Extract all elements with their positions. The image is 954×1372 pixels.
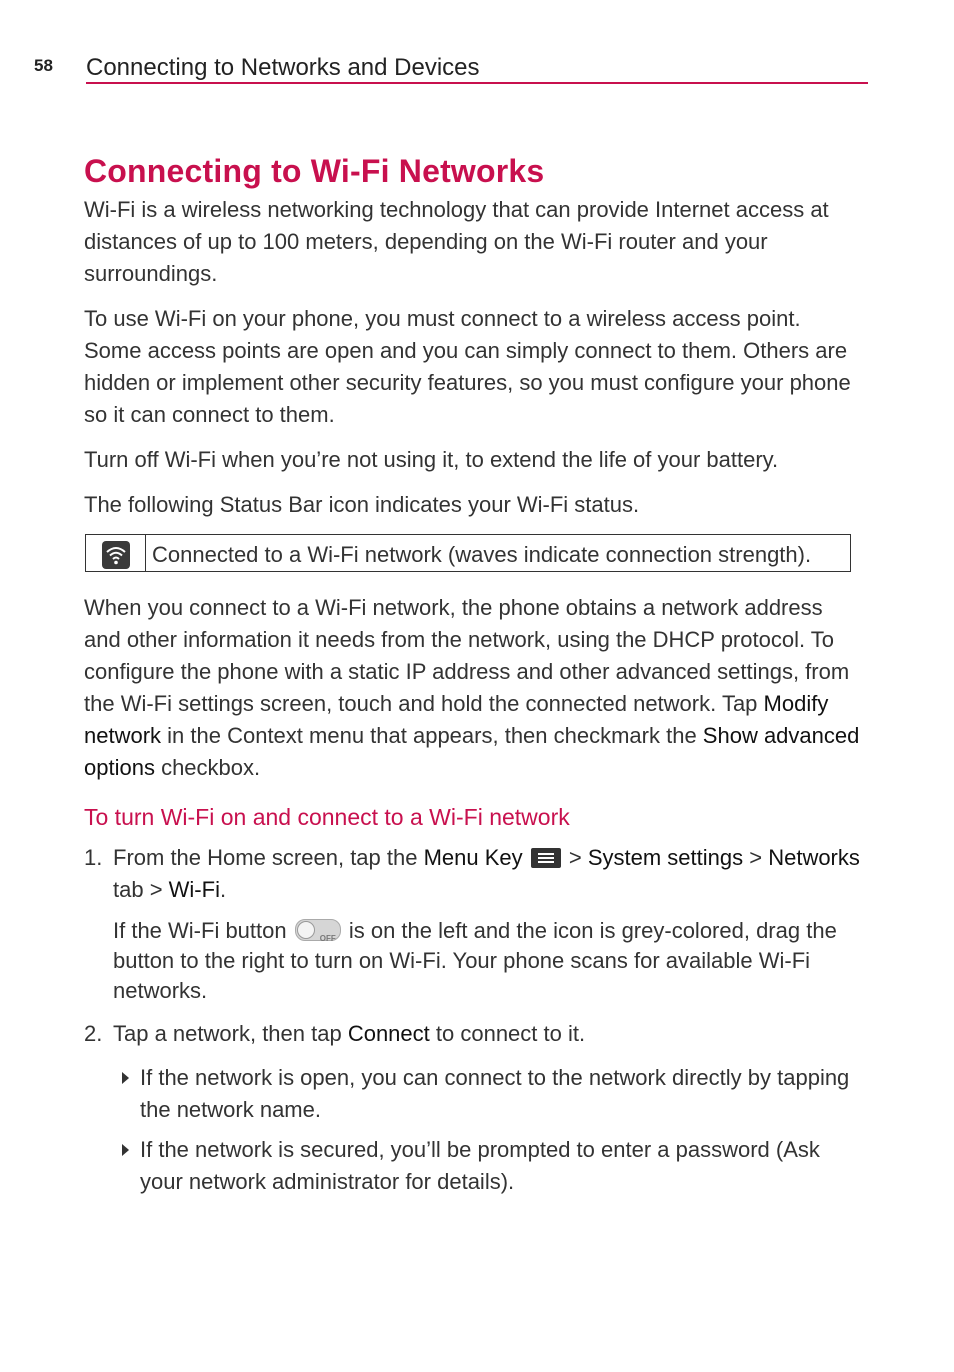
show-advanced-label: Show advanced options <box>84 723 860 780</box>
step-2-bullets <box>84 1062 864 1198</box>
networks-label: Networks <box>768 845 860 870</box>
step-2-text-b: to connect to it. <box>429 1021 586 1046</box>
dhcp-text-3: checkbox. <box>154 755 261 780</box>
dhcp-text-2: in the Context menu that appears, then checkmark the <box>161 723 703 748</box>
note-text-a: If the Wi-Fi button <box>113 918 293 943</box>
step-1-note <box>113 916 864 1006</box>
step-1-text <box>113 842 864 906</box>
icon-cell <box>86 535 146 572</box>
bullet-arrow-icon <box>122 1144 129 1156</box>
step-2 <box>84 1018 864 1050</box>
status-description: Connected to a Wi-Fi network (waves indicate connection strength). <box>146 535 851 572</box>
wifi-toggle-icon <box>295 919 341 941</box>
separator: > <box>743 845 769 870</box>
section-title: Connecting to Wi-Fi Networks <box>84 153 545 189</box>
step-1-text-b: tab > <box>113 877 169 902</box>
dhcp-paragraph <box>84 592 864 784</box>
menu-key-label: Menu Key <box>423 845 523 870</box>
procedure-title: To turn Wi-Fi on and connect to a Wi-Fi network <box>84 804 570 830</box>
bullet-text: If the network is secured, you’ll be prompted to enter a password (Ask your network administrator for details). <box>140 1137 820 1194</box>
toggle-off-label: OFF <box>319 934 336 943</box>
step-1 <box>84 842 864 1006</box>
step-number: 1. <box>84 845 103 870</box>
wifi-label: Wi-Fi <box>168 877 220 902</box>
access-point-paragraph: To use Wi-Fi on your phone, you must connect to a wireless access point. Some access points are open and you can simply connect to them. Others are hidden or implement other security features, so you must configure your phone so it can connect to them. <box>84 306 851 427</box>
battery-paragraph: Turn off Wi-Fi when you’re not using it, to extend the life of your battery. <box>84 447 779 472</box>
page-number: 58 <box>34 56 53 75</box>
separator: > <box>562 845 588 870</box>
step-1-text-c: . <box>219 877 227 902</box>
bullet-arrow-icon <box>122 1072 129 1084</box>
note-text-b: is on the left and the icon is grey-colored, drag the button to the right to turn on Wi-Fi. Your phone scans for available Wi-Fi networks. <box>113 918 837 1003</box>
toggle-knob <box>297 921 315 939</box>
connect-label: Connect <box>347 1021 430 1046</box>
step-number: 2. <box>84 1021 103 1046</box>
page-content <box>84 150 864 1206</box>
menu-key-icon <box>531 848 561 868</box>
list-item <box>84 1134 864 1198</box>
dhcp-text-1: When you connect to a Wi-Fi network, the phone obtains a network address and other information it needs from the network, using the DHCP protocol. To configure the phone with a static IP address and other advanced settings, from the Wi-Fi settings screen, touch and hold the connected network. Tap <box>84 595 850 716</box>
wifi-status-icon <box>102 541 130 569</box>
procedure-steps <box>84 842 864 1050</box>
step-2-text-a: Tap a network, then tap <box>113 1021 348 1046</box>
table-row <box>86 535 851 572</box>
modify-network-label: Modify network <box>84 691 829 748</box>
running-header: Connecting to Networks and Devices <box>86 54 868 84</box>
wifi-status-table <box>85 534 851 572</box>
step-1-text-a: From the Home screen, tap the <box>113 845 424 870</box>
step-2-text <box>113 1018 864 1050</box>
bullet-text: If the network is open, you can connect to the network directly by tapping the network name. <box>140 1065 850 1122</box>
intro-paragraph: Wi-Fi is a wireless networking technology that can provide Internet access at distances of up to 100 meters, depending on the Wi-Fi router and your surroundings. <box>84 197 829 286</box>
status-bar-paragraph: The following Status Bar icon indicates your Wi-Fi status. <box>84 492 640 517</box>
system-settings-label: System settings <box>587 845 744 870</box>
list-item <box>84 1062 864 1126</box>
